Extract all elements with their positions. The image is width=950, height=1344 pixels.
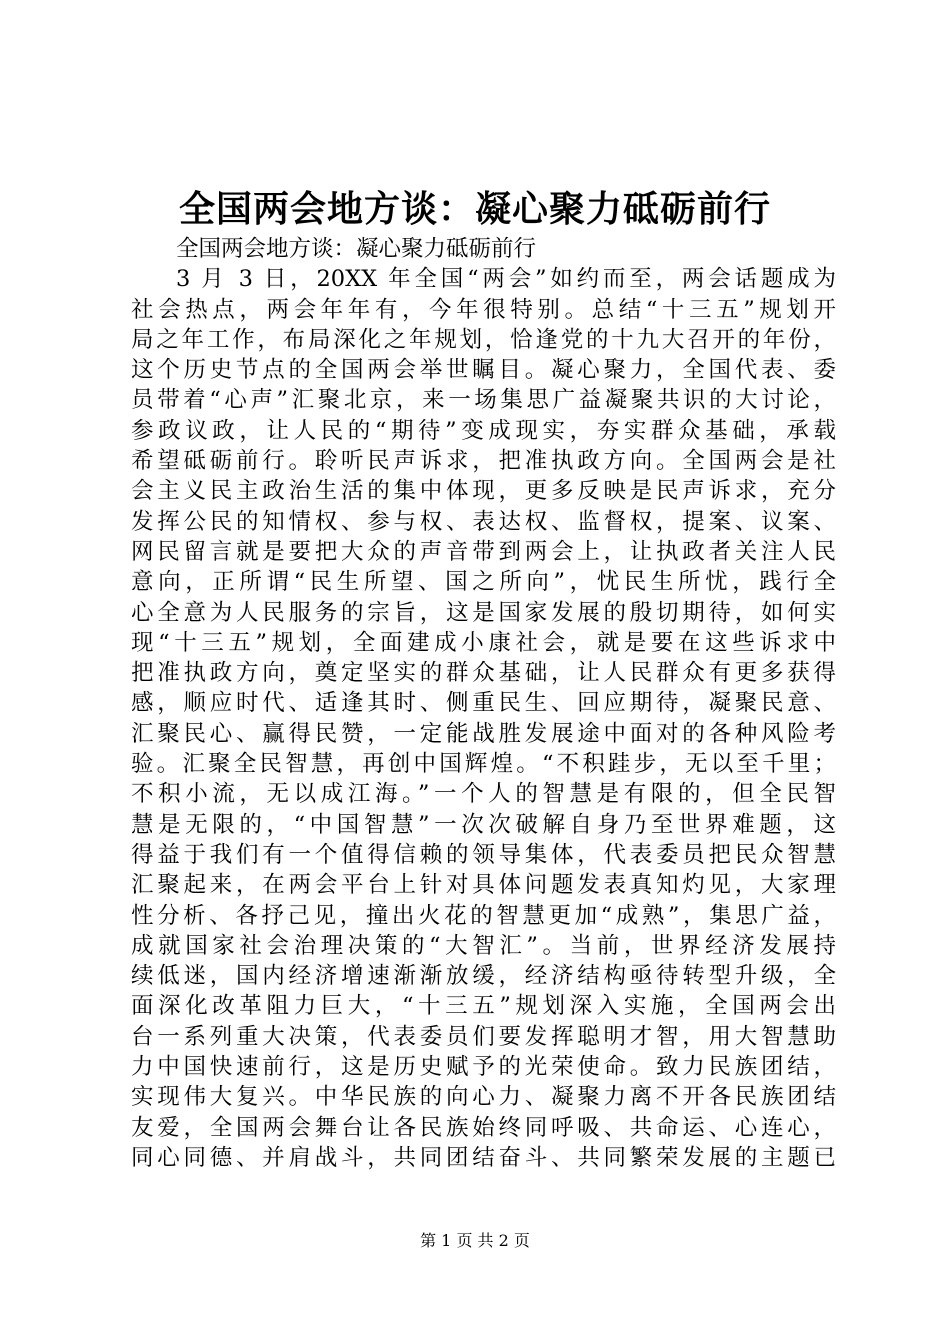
- body-line: 现“十三五”规划，全面建成小康社会，就是要在这些诉求中: [131, 629, 836, 656]
- page-number-footer: 第 1 页 共 2 页: [420, 1231, 530, 1250]
- body-line: 性分析、各抒己见，撞出火花的智慧更加“成熟”，集思广益，: [131, 902, 836, 929]
- body-line: 续低迷，国内经济增速渐渐放缓，经济结构亟待转型升级，全: [131, 963, 836, 990]
- body-line: 希望砥砺前行。聆听民声诉求，把准执政方向。全国两会是社: [131, 448, 836, 475]
- body-line: 同心同德、并肩战斗，共同团结奋斗、共同繁荣发展的主题已: [131, 1144, 836, 1171]
- body-line: 台一系列重大决策，代表委员们要发挥聪明才智，用大智慧助: [131, 1023, 836, 1050]
- body-line: 力中国快速前行，这是历史赋予的光荣使命。致力民族团结，: [131, 1054, 836, 1081]
- body-line: 成就国家社会治理决策的“大智汇”。当前，世界经济发展持: [131, 932, 836, 959]
- body-line: 面深化改革阻力巨大，“十三五”规划深入实施，全国两会出: [131, 993, 836, 1020]
- body-line: 友爱，全国两会舞台让各民族始终同呼吸、共命运、心连心，: [131, 1114, 836, 1141]
- body-line: 社会热点，两会年年有，今年很特别。总结“十三五”规划开: [131, 296, 836, 323]
- body-line: 实现伟大复兴。中华民族的向心力、凝聚力离不开各民族团结: [131, 1084, 836, 1111]
- body-line: 会主义民主政治生活的集中体现，更多反映是民声诉求，充分: [131, 478, 836, 505]
- body-line: 感，顺应时代、适逢其时、侧重民生、回应期待，凝聚民意、: [131, 690, 836, 717]
- body-line: 验。汇聚全民智慧，再创中国辉煌。“不积跬步，无以至千里；: [131, 751, 836, 778]
- body-line: 得益于我们有一个值得信赖的领导集体，代表委员把民众智慧: [131, 841, 836, 868]
- body-line: 局之年工作，布局深化之年规划，恰逢党的十九大召开的年份，: [131, 326, 836, 353]
- body-line: 员带着“心声”汇聚北京，来一场集思广益凝聚共识的大讨论，: [131, 387, 836, 414]
- body-line: 汇聚民心、赢得民赞，一定能战胜发展途中面对的各种风险考: [131, 720, 836, 747]
- body-line: 意向，正所谓“民生所望、国之所向”，忧民生所忧，践行全: [131, 569, 836, 596]
- body-line: 网民留言就是要把大众的声音带到两会上，让执政者关注人民: [131, 538, 836, 565]
- body-line: 这个历史节点的全国两会举世瞩目。凝心聚力，全国代表、委: [131, 357, 836, 384]
- body-line: 参政议政，让人民的“期待”变成现实，夯实群众基础，承载: [131, 417, 836, 444]
- document-body: [131, 234, 836, 1173]
- subtitle-line: 全国两会地方谈：凝心聚力砥砺前行: [176, 236, 537, 262]
- body-line: 慧是无限的，“中国智慧”一次次破解自身乃至世界难题，这: [131, 811, 836, 838]
- body-line: 把准执政方向，奠定坚实的群众基础，让人民群众有更多获得: [131, 660, 836, 687]
- body-line: 汇聚起来，在两会平台上针对具体问题发表真知灼见，大家理: [131, 872, 836, 899]
- body-line: 心全意为人民服务的宗旨，这是国家发展的殷切期待，如何实: [131, 599, 836, 626]
- body-line: 3 月 3 日，20XX 年全国“两会”如约而至，两会话题成为: [176, 266, 836, 293]
- body-line: 不积小流，无以成江海。”一个人的智慧是有限的，但全民智: [131, 781, 836, 808]
- body-line: 发挥公民的知情权、参与权、表达权、监督权，提案、议案、: [131, 508, 836, 535]
- document-title: 全国两会地方谈：凝心聚力砥砺前行: [178, 188, 771, 230]
